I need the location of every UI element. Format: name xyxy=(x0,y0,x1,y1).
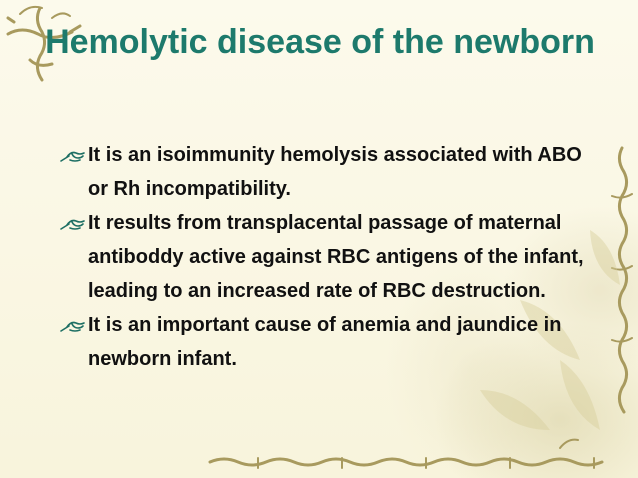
bullet-item xyxy=(60,206,600,308)
writing-hand-icon xyxy=(60,148,86,164)
slide-title: Hemolytic disease of the newborn xyxy=(45,23,595,61)
bullet-text: It results from transplacental passage of maternal antiboddy active against RBC antigens of the infant, leading to an increased rate of RBC destruction. xyxy=(88,212,584,302)
bullet-item xyxy=(60,308,600,376)
writing-hand-icon xyxy=(60,318,86,334)
bullet-item xyxy=(60,138,600,206)
bullet-text: It is an isoimmunity hemolysis associated with ABO or Rh incompatibility. xyxy=(88,144,582,200)
bullet-list xyxy=(60,138,600,376)
writing-hand-icon xyxy=(60,216,86,232)
bullet-text: It is an important cause of anemia and jaundice in newborn infant. xyxy=(88,314,562,370)
